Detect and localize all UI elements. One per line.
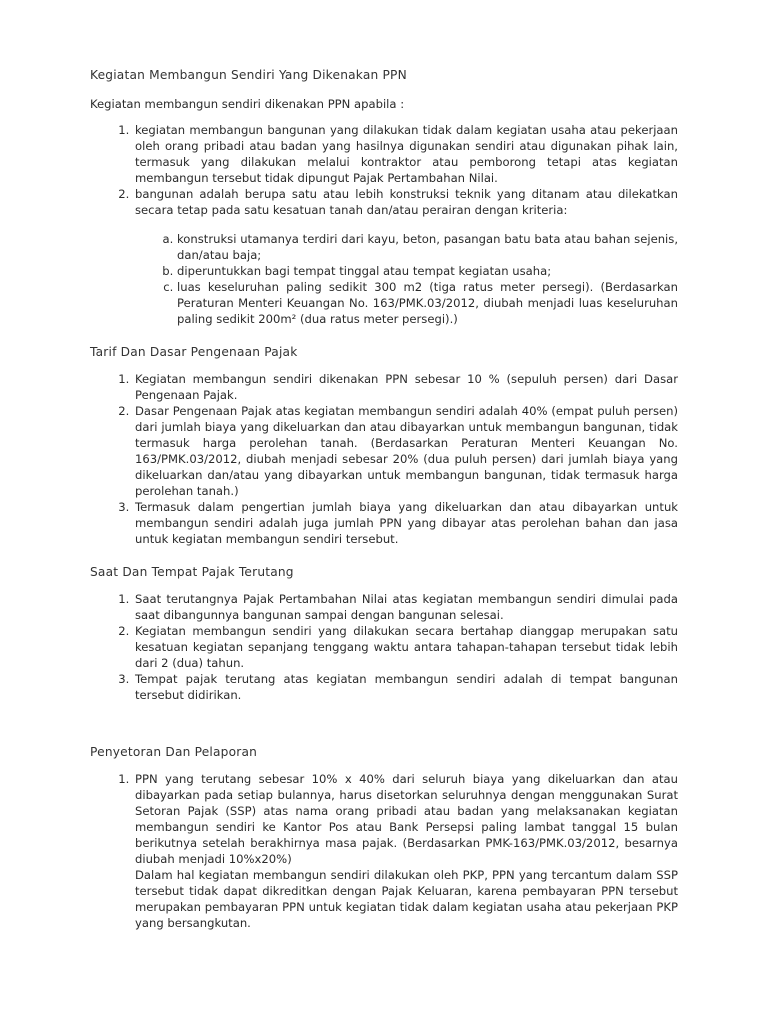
section-title: Tarif Dan Dasar Pengenaan Pajak — [90, 345, 298, 359]
section-title: Saat Dan Tempat Pajak Terutang — [90, 565, 294, 579]
list-item: a. konstruksi utamanya terdiri dari kayu, beton, pasangan batu bata atau bahan sejenis, dan/atau baja; — [177, 231, 678, 263]
numbered-list — [90, 591, 678, 703]
section-intro: Kegiatan membangun sendiri dikenakan PPN apabila : — [90, 97, 405, 111]
list-item — [133, 771, 678, 931]
list-item: b. diperuntukkan bagi tempat tinggal atau tempat kegiatan usaha; — [177, 263, 678, 279]
list-item: 2. Dasar Pengenaan Pajak atas kegiatan membangun sendiri adalah 40% (empat puluh persen) dari jumlah biaya yang dikeluarkan dan atau dibayarkan untuk membangun bangunan, tidak termasuk harga perolehan tanah. (Berdasarkan Peraturan Menteri Keuangan No. 163/PMK.03/2012, diubah menjadi sebesar 20% (dua puluh persen) dari jumlah biaya yang dikeluarkan dan/atau yang dibayarkan untuk membangun bangunan, tidak termasuk harga perolehan tanah.) — [133, 403, 678, 499]
numbered-list — [90, 371, 678, 547]
section-title: Kegiatan Membangun Sendiri Yang Dikenakan PPN — [90, 68, 407, 82]
numbered-list — [90, 122, 678, 327]
list-item-text: 1. PPN yang terutang sebesar 10% x 40% dari seluruh biaya yang dikeluarkan dan atau dibayarkan pada setiap bulannya, harus disetorkan seluruhnya dengan menggunakan Surat Setoran Pajak (SSP) atas nama orang pribadi atau badan yang melaksanakan kegiatan membangun sendiri ke Kantor Pos atau Bank Persepsi paling lambat tanggal 15 bulan berikutnya setelah berakhirnya masa pajak. (Berdasarkan PMK-163/PMK.03/2012, besarnya diubah menjadi 10%x20%) — [135, 772, 678, 866]
section-title: Penyetoran Dan Pelaporan — [90, 745, 258, 759]
list-item-text: bangunan adalah berupa satu atau lebih konstruksi teknik yang ditanam atau dilekatkan secara tetap pada satu kesatuan tanah dan/atau perairan dengan kriteria: — [135, 187, 678, 217]
list-item: c. luas keseluruhan paling sedikit 300 m2 (tiga ratus meter persegi). (Berdasarkan Peraturan Menteri Keuangan No. 163/PMK.03/2012, diubah menjadi luas keseluruhan paling sedikit 200m² (dua ratus meter persegi).) — [177, 279, 678, 327]
numbered-list — [90, 771, 678, 931]
lettered-list — [135, 231, 678, 327]
list-item-continuation: Dalam hal kegiatan membangun sendiri dilakukan oleh PKP, PPN yang tercantum dalam SSP tersebut tidak dapat dikreditkan dengan Pajak Keluaran, karena pembayaran PPN tersebut merupakan pembayaran PPN untuk kegiatan tidak dalam kegiatan usaha atau pekerjaan PKP yang bersangkutan. — [135, 868, 678, 930]
list-item: 1. Saat terutangnya Pajak Pertambahan Nilai atas kegiatan membangun sendiri dimulai pada saat dibangunnya bangunan sampai dengan bangunan selesai. — [133, 591, 678, 623]
list-item: 1. Kegiatan membangun sendiri dikenakan PPN sebesar 10 % (sepuluh persen) dari Dasar Pengenaan Pajak. — [133, 371, 678, 403]
list-item: 2. Kegiatan membangun sendiri yang dilakukan secara bertahap dianggap merupakan satu kesatuan kegiatan sepanjang tenggang waktu antara tahapan-tahapan tersebut tidak lebih dari 2 (dua) tahun. — [133, 623, 678, 671]
list-item: 1. kegiatan membangun bangunan yang dilakukan tidak dalam kegiatan usaha atau pekerjaan oleh orang pribadi atau badan yang hasilnya digunakan sendiri atau digunakan pihak lain, termasuk yang dilakukan melalui kontraktor atau pemborong tetapi atas kegiatan membangun tersebut tidak dipungut Pajak Pertambahan Nilai. — [133, 122, 678, 186]
list-item — [133, 186, 678, 327]
list-item: 3. Tempat pajak terutang atas kegiatan membangun sendiri adalah di tempat bangunan tersebut didirikan. — [133, 671, 678, 703]
list-item: 3. Termasuk dalam pengertian jumlah biaya yang dikeluarkan dan atau dibayarkan untuk membangun sendiri adalah juga jumlah PPN yang dibayar atas perolehan bahan dan jasa untuk kegiatan membangun sendiri tersebut. — [133, 499, 678, 547]
